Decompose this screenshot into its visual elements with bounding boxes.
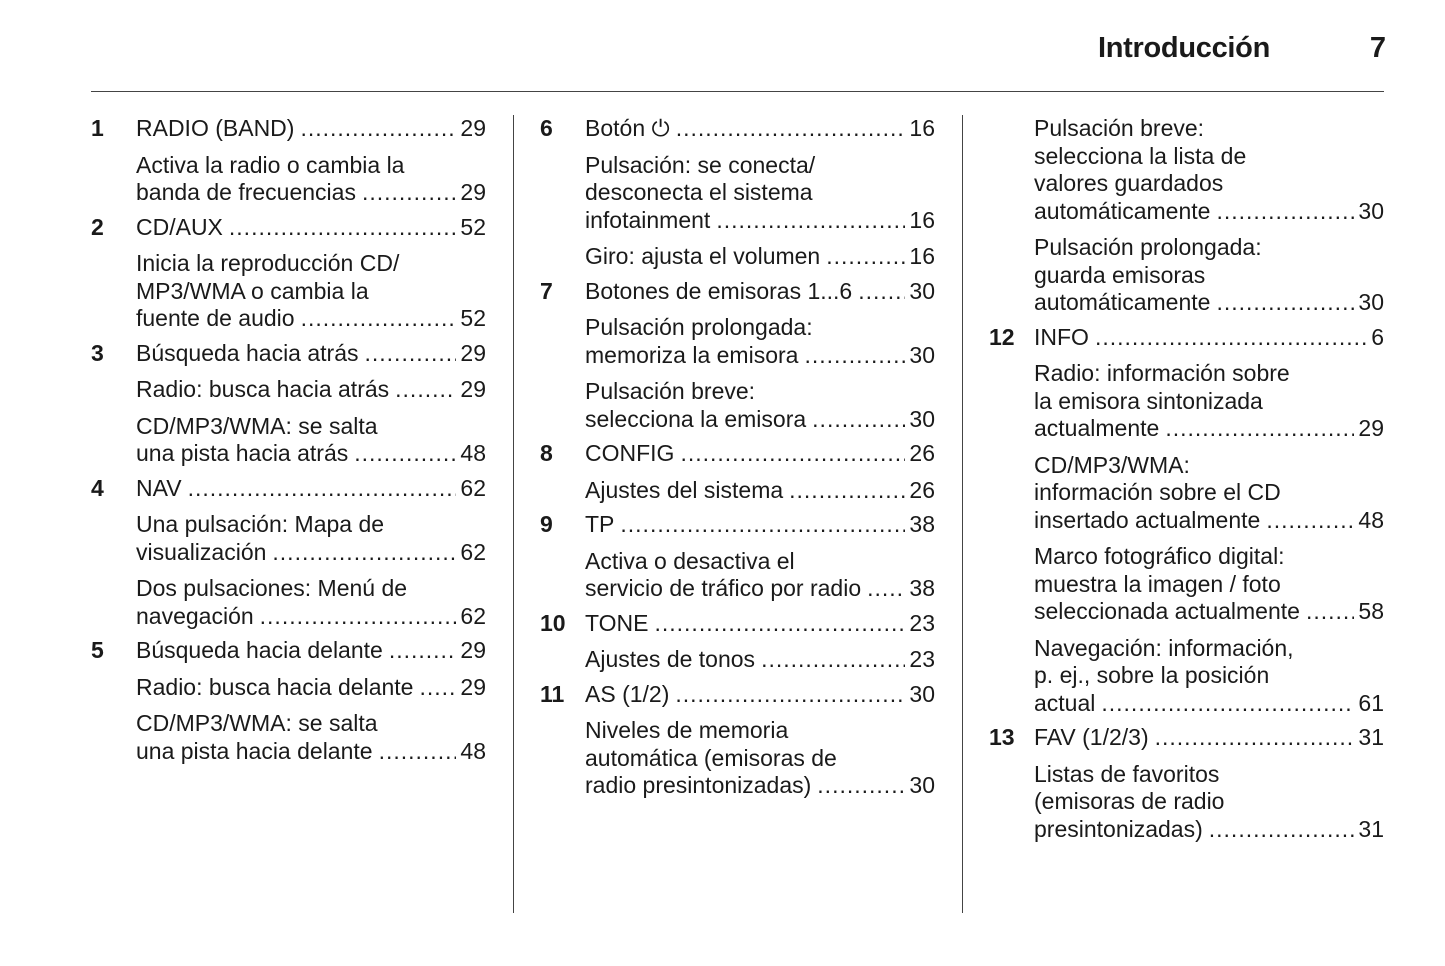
page-reference-link[interactable]: 58 xyxy=(1358,598,1384,624)
page-reference-link[interactable]: 29 xyxy=(460,179,486,205)
dot-leader xyxy=(365,340,457,368)
entry-number: 2 xyxy=(91,213,104,240)
dot-leader xyxy=(1165,415,1354,443)
dot-leader xyxy=(1155,724,1355,752)
entry-leader-line xyxy=(585,207,935,235)
dot-leader xyxy=(1095,324,1367,352)
entry-text-line: Navegación: información, xyxy=(1034,634,1294,661)
entry-text-line: Niveles de memoria xyxy=(585,717,789,743)
entry-label: banda de frecuencias xyxy=(136,179,356,205)
entry-leader-line xyxy=(585,772,935,800)
entry-number: 9 xyxy=(540,511,553,537)
entry-leader-line xyxy=(136,305,486,333)
index-subentry xyxy=(91,575,486,630)
index-subentry xyxy=(540,717,935,800)
entry-label: CD/AUX xyxy=(136,213,223,240)
dot-leader xyxy=(260,603,457,631)
entry-label: actual xyxy=(1034,689,1096,716)
entry-leader-line xyxy=(1034,507,1384,535)
dot-leader xyxy=(761,646,905,674)
index-subentry xyxy=(91,376,486,404)
index-entry xyxy=(91,340,486,368)
entry-leader-line xyxy=(136,539,486,567)
entry-text-line: CD/MP3/WMA: xyxy=(1034,451,1190,478)
entry-leader-line xyxy=(585,681,935,709)
entry-label: una pista hacia atrás xyxy=(136,440,349,466)
entry-text-line: Pulsación breve: xyxy=(1034,115,1205,141)
entry-label: RADIO (BAND) xyxy=(136,115,295,141)
entry-number: 10 xyxy=(540,609,566,636)
entry-text-line: la emisora sintonizada xyxy=(1034,387,1263,414)
index-subentry xyxy=(989,761,1384,844)
index-column-1 xyxy=(91,115,486,772)
entry-label: seleccionada actualmente xyxy=(1034,598,1300,624)
entry-label: Giro: ajusta el volumen xyxy=(585,243,821,269)
entry-leader-line xyxy=(585,511,935,539)
index-entry xyxy=(540,115,935,143)
entry-text-line: p. ej., sobre la posición xyxy=(1034,662,1270,688)
dot-leader xyxy=(1266,507,1354,535)
entry-number: 8 xyxy=(540,440,553,466)
page-reference-link[interactable]: 30 xyxy=(909,772,935,798)
entry-leader-line xyxy=(1034,198,1384,226)
entry-text-line: CD/MP3/WMA: se salta xyxy=(136,412,378,439)
entry-leader-line xyxy=(1034,816,1384,844)
entry-leader-line xyxy=(585,477,935,505)
entry-label: Radio: busca hacia atrás xyxy=(136,376,390,402)
dot-leader xyxy=(1216,289,1354,317)
page-reference-link[interactable]: 38 xyxy=(909,575,935,601)
page-reference-link[interactable]: 30 xyxy=(909,405,935,432)
index-subentry xyxy=(540,378,935,433)
index-subentry xyxy=(989,360,1384,443)
entry-label: una pista hacia delante xyxy=(136,737,373,764)
entry-number: 11 xyxy=(540,680,565,707)
entry-leader-line xyxy=(1034,289,1384,317)
page-title: Introducción xyxy=(1097,32,1270,64)
entry-label: insertado actualmente xyxy=(1034,506,1261,533)
entry-leader-line xyxy=(136,214,486,242)
index-entry xyxy=(540,681,935,709)
page-reference-link[interactable]: 48 xyxy=(460,737,486,764)
entry-text-line: (emisoras de radio xyxy=(1034,788,1225,814)
entry-label: Botones de emisoras 1...6 xyxy=(585,277,853,304)
index-entry xyxy=(540,440,935,468)
page-reference-link[interactable]: 30 xyxy=(1358,289,1384,315)
entry-leader-line xyxy=(136,340,486,368)
entry-label: automáticamente xyxy=(1034,197,1211,224)
index-entry xyxy=(989,724,1384,752)
entry-text-line: Pulsación prolongada: xyxy=(1034,234,1262,260)
entry-label: presintonizadas) xyxy=(1034,815,1203,842)
entry-text-line: Pulsación breve: xyxy=(585,378,756,404)
entry-text-line: información sobre el CD xyxy=(1034,479,1281,505)
page-reference-link[interactable]: 29 xyxy=(460,339,486,366)
page-reference-link[interactable]: 16 xyxy=(909,243,935,269)
entry-text-line: Pulsación prolongada: xyxy=(585,314,813,340)
entry-leader-line xyxy=(1034,324,1384,352)
entry-leader-line xyxy=(585,646,935,674)
entry-number: 6 xyxy=(540,115,553,141)
page-reference-link[interactable]: 38 xyxy=(909,511,935,537)
dot-leader xyxy=(867,575,905,603)
page-reference-link[interactable]: 52 xyxy=(460,213,486,240)
page-reference-link[interactable]: 30 xyxy=(909,277,935,304)
page-reference-link[interactable]: 16 xyxy=(909,115,935,141)
dot-leader xyxy=(229,214,457,242)
index-subentry xyxy=(989,452,1384,535)
entry-label: servicio de tráfico por radio xyxy=(585,575,862,601)
index-subentry xyxy=(91,413,486,468)
dot-leader xyxy=(395,376,456,404)
entry-label: FAV (1/2/3) xyxy=(1034,724,1149,750)
entry-text-line: valores guardados xyxy=(1034,170,1224,196)
entry-leader-line xyxy=(136,603,486,631)
entry-label: radio presintonizadas) xyxy=(585,772,812,798)
entry-leader-line xyxy=(136,674,486,702)
page-reference-link[interactable]: 26 xyxy=(909,476,935,503)
entry-text-line: Radio: información sobre xyxy=(1034,360,1290,386)
entry-label: infotainment xyxy=(585,206,711,233)
dot-leader xyxy=(680,440,905,468)
column-divider xyxy=(962,115,963,913)
entry-leader-line xyxy=(585,440,935,468)
page-reference-link[interactable]: 31 xyxy=(1358,815,1384,842)
dot-leader xyxy=(1306,598,1354,626)
entry-text-line: Una pulsación: Mapa de xyxy=(136,511,385,537)
index-subentry xyxy=(989,635,1384,718)
entry-leader-line xyxy=(585,610,935,638)
index-subentry xyxy=(989,234,1384,317)
index-subentry xyxy=(989,543,1384,626)
entry-leader-line xyxy=(585,278,935,306)
index-subentry xyxy=(540,477,935,505)
entry-number: 13 xyxy=(989,724,1015,750)
page-reference-link[interactable]: 62 xyxy=(460,538,486,565)
entry-label: TP xyxy=(585,511,615,537)
index-subentry xyxy=(989,115,1384,225)
dot-leader xyxy=(300,115,456,143)
entry-leader-line xyxy=(136,376,486,404)
entry-number: 3 xyxy=(91,339,104,366)
entry-label: TONE xyxy=(585,609,649,636)
entry-label: Ajustes de tonos xyxy=(585,646,756,672)
entry-text-line: Dos pulsaciones: Menú de xyxy=(136,575,408,601)
dot-leader xyxy=(826,243,905,271)
entry-text-line: guarda emisoras xyxy=(1034,261,1206,288)
page-number: 7 xyxy=(1369,32,1386,64)
dot-leader xyxy=(272,539,456,567)
dot-leader xyxy=(1101,690,1354,718)
dot-leader xyxy=(1209,816,1355,844)
entry-number: 1 xyxy=(91,115,104,141)
dot-leader xyxy=(789,477,905,505)
index-entry xyxy=(540,511,935,539)
entry-leader-line xyxy=(136,475,486,503)
header-divider xyxy=(91,91,1384,92)
index-subentry xyxy=(540,646,935,674)
index-subentry xyxy=(91,674,486,702)
index-entry xyxy=(540,610,935,638)
dot-leader xyxy=(379,738,457,766)
index-entry xyxy=(91,475,486,503)
index-entry xyxy=(91,637,486,665)
entry-number: 5 xyxy=(91,637,104,663)
dot-leader xyxy=(188,475,457,503)
page-reference-link[interactable]: 16 xyxy=(909,206,935,233)
page-reference-link[interactable]: 30 xyxy=(1358,197,1384,224)
entry-label: Búsqueda hacia delante xyxy=(136,637,383,663)
entry-leader-line xyxy=(1034,415,1384,443)
entry-text-line: selecciona la lista de xyxy=(1034,142,1247,169)
index-entry xyxy=(91,214,486,242)
page-reference-link[interactable]: 30 xyxy=(909,680,935,707)
entry-text-line: CD/MP3/WMA: se salta xyxy=(136,710,378,736)
page-reference-link[interactable]: 26 xyxy=(909,440,935,466)
entry-leader-line xyxy=(1034,690,1384,718)
column-divider xyxy=(513,115,514,913)
entry-text-line: muestra la imagen / foto xyxy=(1034,570,1281,597)
page-reference-link[interactable]: 62 xyxy=(460,474,486,501)
entry-label: automáticamente xyxy=(1034,289,1211,315)
dot-leader xyxy=(676,115,906,143)
entry-label: visualización xyxy=(136,538,267,565)
entry-number: 12 xyxy=(989,323,1015,350)
dot-leader xyxy=(675,681,905,709)
entry-leader-line xyxy=(585,115,935,143)
index-entry xyxy=(989,324,1384,352)
page-reference-link[interactable]: 29 xyxy=(460,115,486,141)
entry-number: 4 xyxy=(91,474,104,501)
page-reference-link[interactable]: 29 xyxy=(460,673,486,700)
index-subentry xyxy=(91,250,486,333)
entry-label: navegación xyxy=(136,602,254,629)
index-column-2 xyxy=(540,115,935,807)
page-reference-link[interactable]: 6 xyxy=(1371,323,1384,350)
index-subentry xyxy=(91,511,486,566)
entry-text-line: Pulsación: se conecta/ xyxy=(585,151,816,178)
dot-leader xyxy=(301,305,457,333)
index-column-3 xyxy=(989,115,1384,850)
page-reference-link[interactable]: 29 xyxy=(460,376,486,402)
dot-leader xyxy=(419,674,456,702)
entry-label: Ajustes del sistema xyxy=(585,476,784,503)
index-entry xyxy=(91,115,486,143)
entry-text-line: Activa o desactiva el xyxy=(585,547,795,574)
entry-number: 7 xyxy=(540,277,553,304)
dot-leader xyxy=(858,278,905,306)
entry-label: INFO xyxy=(1034,323,1089,350)
entry-text-line: automática (emisoras de xyxy=(585,744,837,771)
dot-leader xyxy=(354,440,456,468)
dot-leader xyxy=(654,610,905,638)
page-reference-link[interactable]: 30 xyxy=(909,341,935,368)
dot-leader xyxy=(812,406,905,434)
page-reference-link[interactable]: 52 xyxy=(460,305,486,331)
entry-label: Botón ⏻ xyxy=(585,115,670,141)
index-subentry xyxy=(540,314,935,369)
entry-leader-line xyxy=(1034,724,1384,752)
dot-leader xyxy=(620,511,905,539)
entry-label: memoriza la emisora xyxy=(585,341,799,368)
entry-text-line: Marco fotográfico digital: xyxy=(1034,543,1285,569)
index-subentry xyxy=(540,548,935,603)
entry-text-line: Inicia la reproducción CD/ xyxy=(136,250,400,276)
dot-leader xyxy=(389,637,457,665)
entry-label: CONFIG xyxy=(585,440,675,466)
entry-leader-line xyxy=(585,575,935,603)
index-subentry xyxy=(540,243,935,271)
page-reference-link[interactable]: 61 xyxy=(1358,689,1384,716)
page-reference-link[interactable]: 62 xyxy=(460,602,486,629)
index-subentry xyxy=(540,152,935,235)
entry-label: Radio: busca hacia delante xyxy=(136,673,414,700)
entry-label: selecciona la emisora xyxy=(585,405,807,432)
entry-label: Búsqueda hacia atrás xyxy=(136,339,359,366)
entry-label: AS (1/2) xyxy=(585,680,670,707)
entry-text-line: desconecta el sistema xyxy=(585,179,813,205)
dot-leader xyxy=(362,179,456,207)
entry-text-line: Activa la radio o cambia la xyxy=(136,151,405,178)
entry-leader-line xyxy=(136,179,486,207)
dot-leader xyxy=(817,772,905,800)
index-entry xyxy=(540,278,935,306)
index-subentry xyxy=(91,152,486,207)
page-reference-link[interactable]: 31 xyxy=(1358,724,1384,750)
entry-leader-line xyxy=(136,738,486,766)
page-reference-link[interactable]: 48 xyxy=(1358,506,1384,533)
entry-leader-line xyxy=(585,243,935,271)
entry-leader-line xyxy=(136,115,486,143)
page-reference-link[interactable]: 48 xyxy=(460,440,486,466)
page-reference-link[interactable]: 23 xyxy=(909,609,935,636)
page-reference-link[interactable]: 29 xyxy=(1358,415,1384,441)
index-subentry xyxy=(91,710,486,765)
entry-leader-line xyxy=(1034,598,1384,626)
entry-leader-line xyxy=(136,440,486,468)
entry-text-line: MP3/WMA o cambia la xyxy=(136,277,369,304)
dot-leader xyxy=(804,342,905,370)
entry-label: NAV xyxy=(136,474,182,501)
entry-label: actualmente xyxy=(1034,415,1160,441)
entry-label: fuente de audio xyxy=(136,305,295,331)
entry-leader-line xyxy=(585,342,935,370)
entry-text-line: Listas de favoritos xyxy=(1034,760,1220,787)
entry-leader-line xyxy=(136,637,486,665)
page-reference-link[interactable]: 29 xyxy=(460,637,486,663)
entry-leader-line xyxy=(585,406,935,434)
dot-leader xyxy=(716,207,905,235)
page-reference-link[interactable]: 23 xyxy=(909,646,935,672)
dot-leader xyxy=(1216,198,1354,226)
